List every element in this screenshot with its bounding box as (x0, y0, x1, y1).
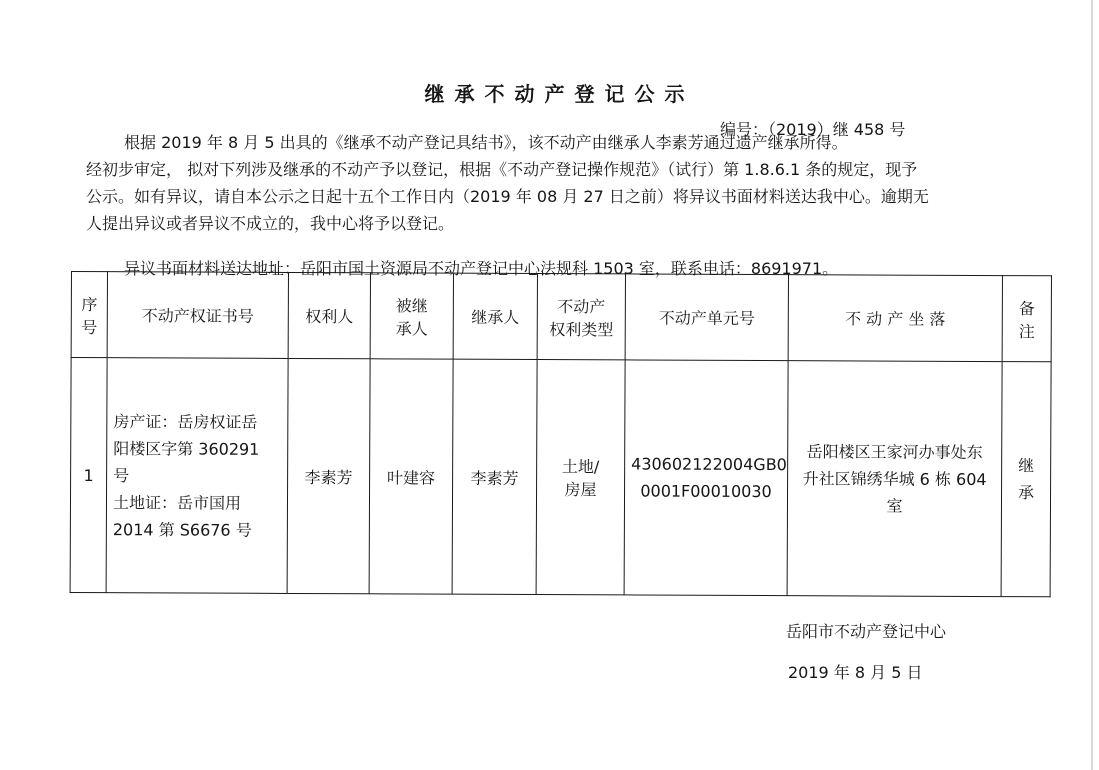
header-cert: 不动产权证书号 (107, 272, 288, 359)
cell-unit-no (624, 360, 788, 596)
cert-line: 土地证：岳市国用 (112, 492, 242, 513)
issuing-organization: 岳阳市不动产登记中心 (786, 622, 947, 641)
header-note (1002, 276, 1051, 362)
paragraph-line: 经初步审定， 拟对下列涉及继承的不动产予以登记，根据《不动产登记操作规范》（试行）第 1.8.6.1 条的规定，现予 (86, 160, 918, 179)
registration-table (70, 271, 1052, 597)
unit-no-line1: 430602122004GB0 (631, 454, 787, 475)
cell-note (1001, 362, 1051, 597)
header-unit-no: 不动产单元号 (625, 274, 788, 361)
paragraph-line: 公示。如有异议，请自本公示之日起十五个工作日内（2019 年 08 月 27 日之前）将异议书面材料送达我中心。逾期无 (86, 187, 929, 206)
header-heir: 继承人 (453, 273, 537, 359)
right-type-line2: 房屋 (564, 480, 597, 500)
note-line1: 继 (1018, 456, 1035, 476)
header-deceased (370, 273, 453, 359)
header-deceased-line2: 承人 (395, 318, 428, 339)
header-right-type-line1: 不动产 (557, 296, 606, 316)
cell-location (787, 361, 1002, 597)
issue-date: 2019 年 8 月 5 日 (788, 663, 923, 682)
cell-holder: 李素芳 (287, 358, 370, 593)
cell-cert (106, 358, 288, 594)
cert-line: 房产证：岳房权证岳 (113, 411, 258, 432)
header-seq-line1: 序 (81, 294, 98, 314)
location-line: 升社区锦绣华城 6 栋 604 (802, 468, 987, 489)
header-right-type (537, 274, 625, 360)
cell-right-type (536, 360, 625, 595)
notice-paragraph (86, 129, 1046, 237)
objection-address: 异议书面材料送达地址：岳阳市国土资源局不动产登记中心法规科 1503 室，联系电话：8691971。 (124, 259, 839, 278)
header-holder: 权利人 (288, 272, 370, 358)
cell-heir: 李素芳 (452, 359, 537, 594)
cert-line: 2014 第 S6676 号 (112, 519, 252, 540)
unit-no-line2: 0001F00010030 (640, 481, 772, 502)
cell-seq: 1 (70, 358, 107, 593)
header-deceased-line1: 被继 (395, 295, 428, 316)
header-seq (71, 272, 107, 358)
header-location: 不 动 产 坐 落 (788, 275, 1002, 362)
page-title: 继承不动产登记公示 (424, 82, 695, 106)
cert-line: 阳楼区字第 360291 (113, 438, 260, 459)
header-seq-line2: 号 (81, 317, 98, 337)
table-header-row (71, 272, 1051, 362)
paragraph-line: 人提出异议或者异议不成立的，我中心将予以登记。 (86, 214, 455, 233)
right-type-line1: 土地/ (561, 457, 600, 477)
scan-edge (1091, 0, 1093, 770)
cell-deceased: 叶建容 (369, 359, 453, 594)
document-number: 编号：（2019）继 458 号 (720, 120, 906, 139)
location-line: 室 (886, 496, 903, 516)
header-right-type-line2: 权利类型 (549, 319, 614, 339)
table-row (70, 358, 1051, 597)
cert-line: 号 (113, 465, 130, 485)
header-note-line1: 备 (1018, 298, 1035, 318)
note-line2: 承 (1017, 483, 1035, 503)
location-line: 岳阳楼区王家河办事处东 (806, 441, 983, 462)
paragraph-line: 根据 2019 年 8 月 5 出具的《继承不动产登记具结书》，该不动产由继承人李素芳通过遗产继承所得。 (124, 133, 848, 152)
header-note-line2: 注 (1018, 321, 1035, 341)
